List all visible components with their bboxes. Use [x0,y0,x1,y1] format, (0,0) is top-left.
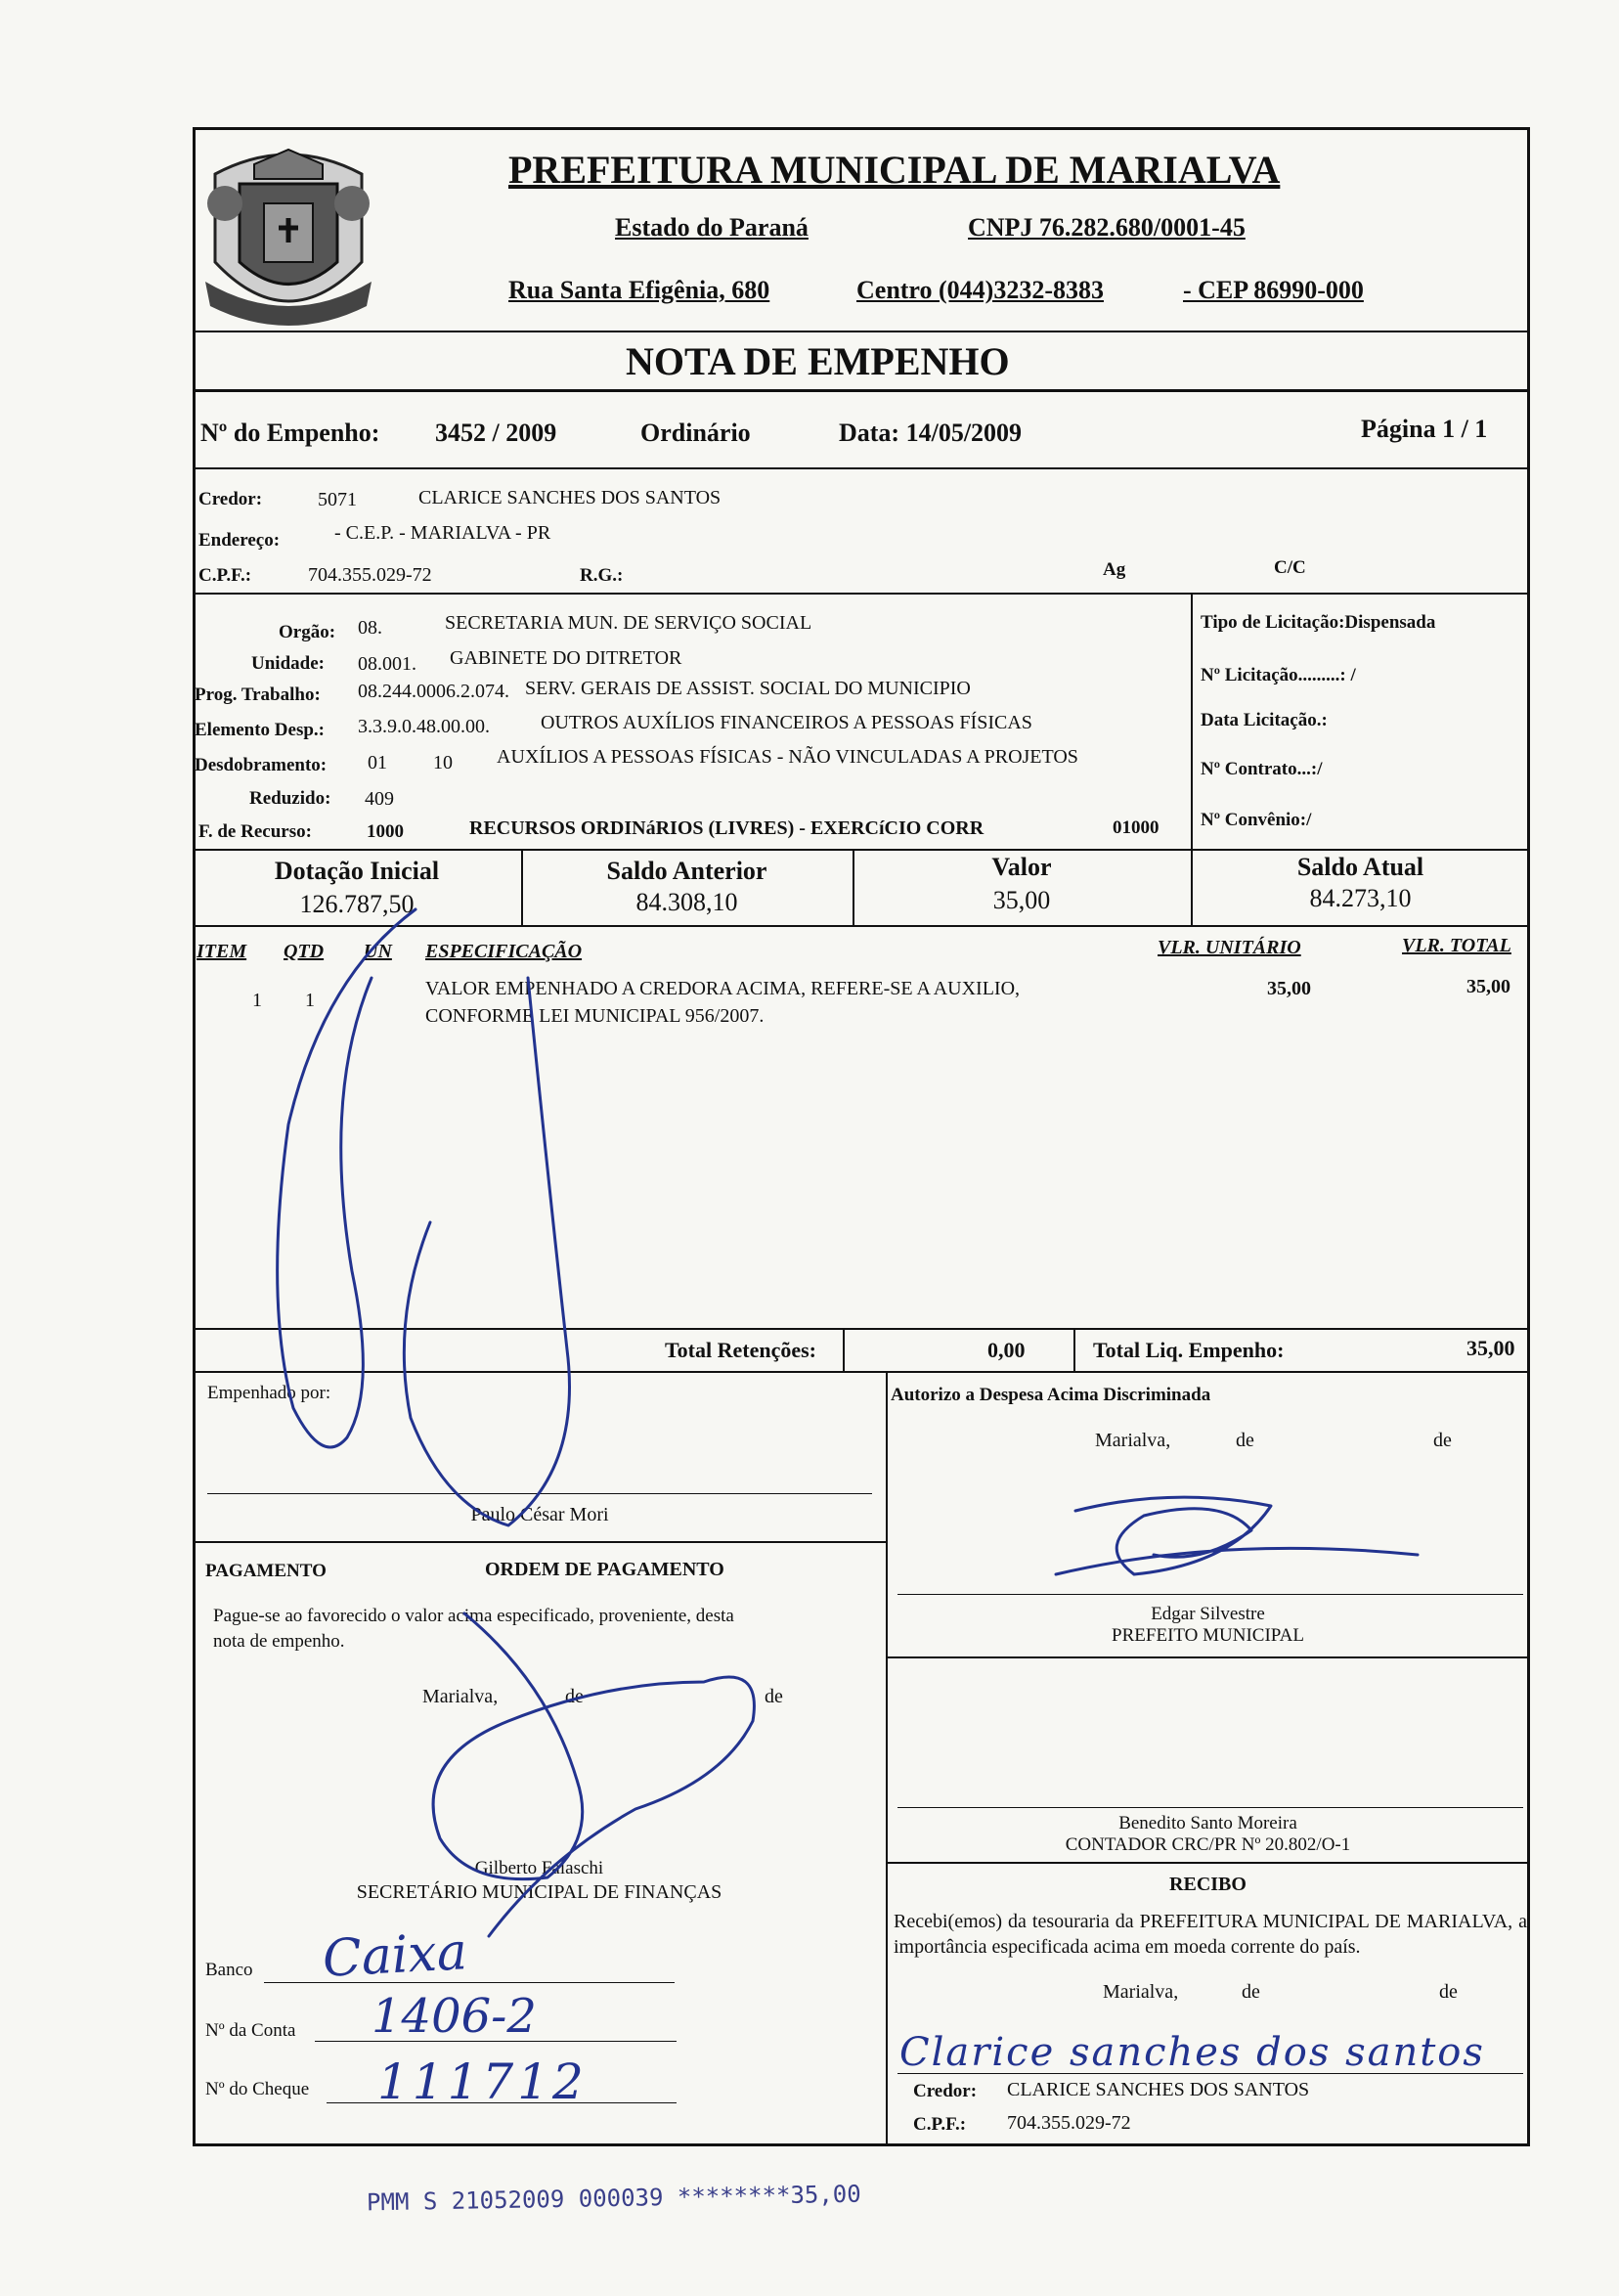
col-vlr-total: VLR. TOTAL [1402,935,1511,956]
col-un: UN [364,941,392,962]
empenho-date: Data: 14/05/2009 [839,419,1023,447]
credor-label: Credor: [198,489,263,509]
saldo-anterior-value: 84.308,10 [635,888,738,916]
conta-handwritten: 1406-2 [372,1989,537,2044]
reduzido-label: Reduzido: [249,788,331,809]
recurso-label: F. de Recurso: [198,821,312,842]
elemento-name: OUTROS AUXÍLIOS FINANCEIROS A PESSOAS FÍSICAS [541,712,1032,733]
banco-label: Banco [205,1960,253,1980]
saldo-anterior-label: Saldo Anterior [606,857,767,885]
contador-role: CONTADOR CRC/PR Nº 20.802/O-1 [1065,1834,1351,1855]
recurso-code: 1000 [367,821,404,842]
prog-code: 08.244.0006.2.074. [358,681,509,702]
empenho-number-label: Nº do Empenho: [200,419,380,447]
saldo-atual-value: 84.273,10 [1309,884,1412,912]
bank-stamp: PMM S 21052009 000039 ********35,00 [366,2180,861,2217]
recurso-code-2: 01000 [1113,817,1160,838]
numero-conta-label: Nº da Conta [205,2020,296,2041]
cpf-value: 704.355.029-72 [308,564,432,586]
dotacao-inicial-value: 126.787,50 [299,890,415,918]
prog-name: SERV. GERAIS DE ASSIST. SOCIAL DO MUNICIPIO [525,678,971,699]
banco-handwritten: Caixa [321,1922,469,1989]
agencia-label: Ag [1103,559,1126,580]
cep-text: - CEP 86990-000 [1183,276,1364,304]
ordem-pagamento-label: ORDEM DE PAGAMENTO [485,1559,724,1580]
valor-value: 35,00 [992,886,1051,914]
recibo-de-2: de [1439,1981,1458,2003]
empenhado-signer: Paulo César Mori [470,1504,609,1525]
desdobramento-b: 10 [433,752,453,773]
item-desc-line2: CONFORME LEI MUNICIPAL 956/2007. [425,1005,765,1027]
elemento-label: Elemento Desp.: [195,720,325,740]
signature-prefeito [1056,1497,1418,1574]
pagamento-texto-1: Pague-se ao favorecido o valor acima especificado, proveniente, desta [213,1606,734,1626]
item-qtd: 1 [305,990,315,1011]
recibo-credor-name: CLARICE SANCHES DOS SANTOS [1007,2079,1310,2100]
recibo-cpf-value: 704.355.029-72 [1007,2112,1131,2134]
orgao-code: 08. [358,617,382,639]
total-liquido-value: 35,00 [1466,1336,1515,1360]
pagamento-label: PAGAMENTO [205,1561,327,1581]
contador-name: Benedito Santo Moreira [1118,1813,1297,1833]
numero-licitacao: Nº Licitação.........: / [1201,665,1356,685]
desdobramento-name: AUXÍLIOS A PESSOAS FÍSICAS - NÃO VINCULADAS A PROJETOS [497,746,1078,768]
numero-contrato: Nº Contrato...:/ [1201,759,1323,779]
col-item: ITEM [197,941,247,962]
recibo-de-1: de [1242,1981,1260,2003]
recibo-signature: Clarice sanches dos santos [899,2030,1485,2075]
recibo-place: Marialva, [1103,1981,1179,2003]
recibo-texto: Recebi(emos) da tesouraria da PREFEITURA MUNICIPAL DE MARIALVA, a importância especificada acima em moeda corrente do país. [894,1911,1527,1958]
recibo-credor-label: Credor: [913,2081,978,2101]
street-text: Rua Santa Efigênia, 680 [508,276,770,304]
empenho-type: Ordinário [640,419,751,447]
total-retencoes-label: Total Retenções: [665,1338,816,1362]
secretario-name: Gilberto Falaschi [474,1858,604,1878]
signature-loop-empenhado [278,909,416,1447]
unidade-name: GABINETE DO DITRETOR [450,647,682,669]
empenhado-por-label: Empenhado por: [207,1383,331,1403]
recibo-title: RECIBO [1169,1874,1247,1895]
cnpj-text: CNPJ 76.282.680/0001-45 [968,213,1246,242]
secretario-role: SECRETÁRIO MUNICIPAL DE FINANÇAS [356,1881,722,1903]
pagamento-texto-2: nota de empenho. [213,1631,345,1652]
total-liquido-label: Total Liq. Empenho: [1093,1338,1285,1362]
data-licitacao: Data Licitação.: [1201,710,1328,730]
item-number: 1 [252,990,262,1011]
desdobramento-a: 01 [368,752,387,773]
numero-cheque-label: Nº do Cheque [205,2079,310,2099]
page-number: Página 1 / 1 [1361,415,1488,443]
elemento-code: 3.3.9.0.48.00.00. [358,716,490,737]
signature-loop-empenhado-2 [404,978,569,1525]
document-title: NOTA DE EMPENHO [626,339,1010,383]
district-phone-text: Centro (044)3232-8383 [856,276,1104,304]
item-total-value: 35,00 [1466,976,1510,997]
rg-label: R.G.: [580,565,624,586]
item-desc-line1: VALOR EMPENHADO A CREDORA ACIMA, REFERE-SE A AUXILIO, [425,978,1021,999]
tipo-licitacao: Tipo de Licitação:Dispensada [1201,612,1436,633]
orgao-label: Orgão: [279,622,336,642]
col-vlr-unitario: VLR. UNITÁRIO [1158,937,1301,958]
col-qtd: QTD [284,941,325,962]
endereco-value: - C.E.P. - MARIALVA - PR [334,522,551,544]
autorizo-label: Autorizo a Despesa Acima Discriminada [891,1385,1211,1405]
item-unit-value: 35,00 [1267,978,1311,999]
autorizo-de-2: de [1433,1430,1452,1451]
prefeito-name: Edgar Silvestre [1151,1604,1265,1624]
total-retencoes-value: 0,00 [987,1338,1026,1362]
orgao-name: SECRETARIA MUN. DE SERVIÇO SOCIAL [445,612,812,634]
signature-secretario [433,1613,754,1936]
dotacao-inicial-label: Dotação Inicial [274,857,440,885]
pagamento-de-1: de [565,1686,584,1707]
prefeito-role: PREFEITO MUNICIPAL [1112,1625,1304,1646]
unidade-label: Unidade: [251,653,325,674]
pagamento-de-2: de [765,1686,783,1707]
saldo-atual-label: Saldo Atual [1296,853,1424,881]
prog-label: Prog. Trabalho: [195,684,321,705]
recurso-name: RECURSOS ORDINáRIOS (LIVRES) - EXERCíCIO CORR [469,817,985,839]
cpf-label: C.P.F.: [198,565,252,586]
recibo-cpf-label: C.P.F.: [913,2114,967,2135]
reduzido-value: 409 [365,788,394,810]
unidade-code: 08.001. [358,653,416,675]
cheque-handwritten: 111712 [377,2053,588,2110]
state-text: Estado do Paraná [615,213,809,242]
empenho-number: 3452 / 2009 [435,419,557,447]
conta-corrente-label: C/C [1274,557,1306,578]
endereco-label: Endereço: [198,530,281,551]
pagamento-place: Marialva, [422,1686,499,1707]
col-especificacao: ESPECIFICAÇÃO [425,941,583,962]
desdobramento-label: Desdobramento: [195,755,328,775]
valor-label: Valor [991,853,1052,881]
autorizo-place: Marialva, [1095,1430,1171,1451]
credor-name: CLARICE SANCHES DOS SANTOS [418,487,722,508]
numero-convenio: Nº Convênio:/ [1201,810,1312,830]
autorizo-de-1: de [1236,1430,1254,1451]
credor-code: 5071 [318,489,357,510]
page-title: PREFEITURA MUNICIPAL DE MARIALVA [508,148,1281,192]
